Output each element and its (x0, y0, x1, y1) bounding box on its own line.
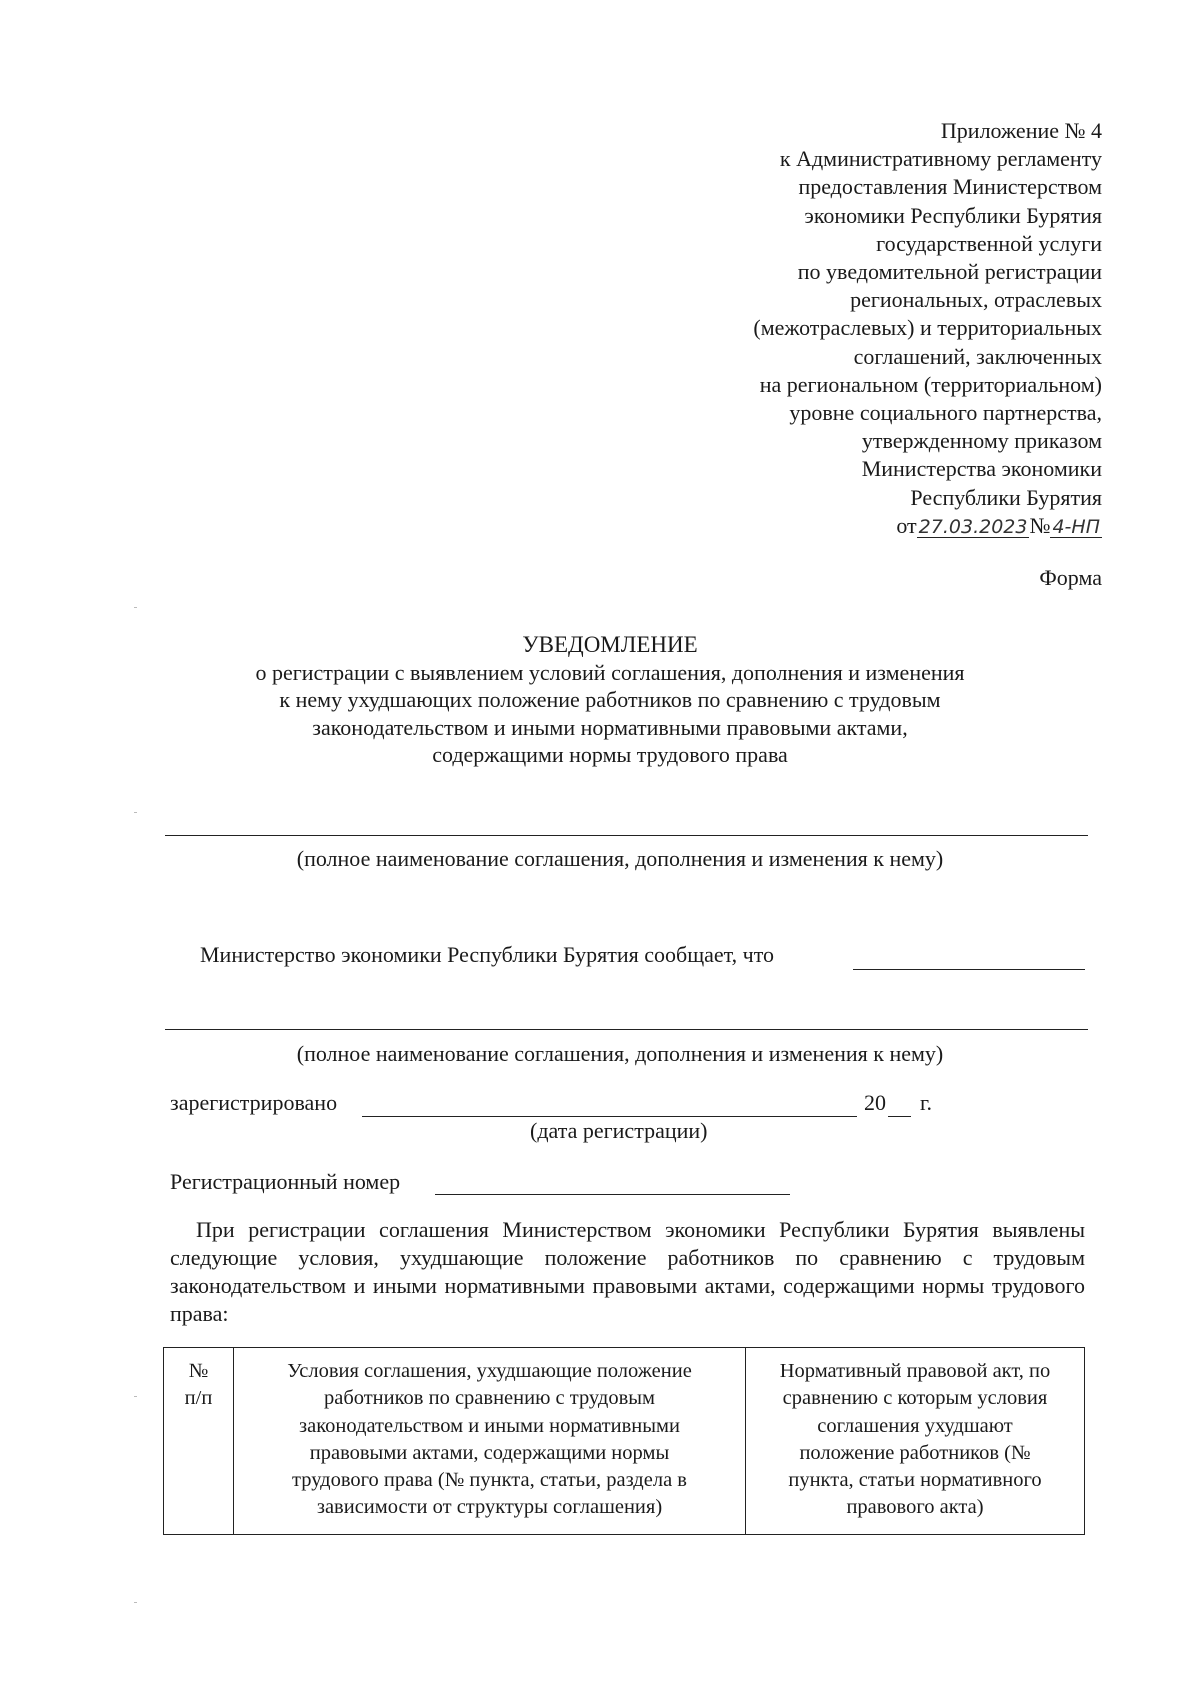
title-main: УВЕДОМЛЕНИЕ (522, 632, 698, 657)
table-header-line: соглашения ухудшают (817, 1414, 1013, 1437)
header-line: Республики Бурятия (910, 484, 1102, 510)
table-header-line: № (188, 1360, 209, 1382)
scan-mark (134, 1602, 137, 1603)
registration-date-blank (362, 1116, 857, 1117)
table-header-line: законодательством и иными нормативными (299, 1414, 680, 1437)
date-prefix: от (896, 512, 917, 538)
table-header-line: работников по сравнению с трудовым (323, 1387, 656, 1410)
table-header-line: сравнению с которым условия (782, 1387, 1048, 1410)
table-header-line: положение работников (№ (799, 1441, 1031, 1464)
appendix-header (622, 117, 1102, 540)
table-header-line: правовыми актами, содержащими нормы (309, 1441, 670, 1464)
table-header-conditions (234, 1348, 746, 1534)
registered-label: зарегистрировано (170, 1090, 338, 1115)
year-suffix: г. (920, 1090, 933, 1115)
title-line: к нему ухудшающих положение работников по сравнению с трудовым (279, 687, 941, 713)
ministry-reports-blank (853, 969, 1085, 970)
conditions-table (163, 1347, 1085, 1535)
header-line: к Административному регламенту (779, 146, 1102, 172)
agreement-name-line (165, 835, 1088, 836)
table-header-line: п/п (184, 1387, 213, 1410)
reg-number-blank (435, 1194, 790, 1195)
header-line: Министерства экономики (861, 456, 1102, 482)
year-prefix: 20 (864, 1090, 886, 1115)
title-line: содержащими нормы трудового права (432, 741, 788, 767)
header-line: на региональном (территориальном) (759, 371, 1102, 397)
table-header-line: трудового права (№ пункта, статьи, раздела в (292, 1469, 687, 1492)
registration-date-caption: (дата регистрации) (530, 1118, 708, 1143)
agreement-name-line-2 (165, 1029, 1088, 1030)
year-blank (888, 1116, 911, 1117)
header-line: соглашений, заключенных (853, 343, 1102, 369)
scan-mark (134, 1396, 137, 1397)
table-header-line: правового акта) (846, 1496, 984, 1519)
scan-mark (134, 812, 137, 813)
agreement-name-caption-2: (полное наименование соглашения, дополнения и изменения к нему) (296, 1041, 944, 1066)
header-line: Приложение № 4 (940, 118, 1102, 143)
handwritten-number: 4-НП (1052, 515, 1100, 538)
header-line: региональных, отраслевых (850, 287, 1102, 313)
table-header-line: Нормативный правовой акт, по (779, 1360, 1051, 1382)
notice-title (160, 631, 1060, 768)
table-header-number (164, 1348, 234, 1534)
agreement-name-caption: (полное наименование соглашения, дополнения и изменения к нему) (296, 846, 944, 871)
form-label: Форма (1039, 565, 1102, 590)
header-line: (межотраслевых) и территориальных (753, 315, 1102, 341)
reg-number-label: Регистрационный номер (170, 1169, 401, 1194)
number-prefix: № (1029, 512, 1051, 538)
title-line: о регистрации с выявлением условий соглашения, дополнения и изменения (255, 660, 965, 686)
table-header-line: зависимости от структуры соглашения) (316, 1496, 663, 1519)
header-line: уровне социального партнерства, (789, 400, 1102, 426)
title-line: законодательством и иными нормативными правовыми актами, (312, 714, 908, 740)
findings-paragraph: При регистрации соглашения Министерством экономики Республики Бурятия выявлены следующие условия, ухудшающие положение работников по сравнению с трудовым законодательством и иными нормативными правовыми актами, содержащими нормы трудового права: (170, 1217, 1085, 1326)
header-line: государственной услуги (876, 230, 1102, 256)
ministry-reports-text: Министерство экономики Республики Бурятия сообщает, что (200, 942, 775, 967)
header-line: экономики Республики Бурятия (804, 202, 1102, 228)
header-line: по уведомительной регистрации (797, 259, 1102, 285)
table-header-line: пункта, статьи нормативного (788, 1469, 1042, 1492)
header-line: предоставления Министерством (798, 174, 1102, 200)
table-header-legal-act (746, 1348, 1084, 1534)
header-line: утвержденному приказом (861, 428, 1102, 454)
scan-mark (134, 607, 137, 608)
table-header-line: Условия соглашения, ухудшающие положение (287, 1360, 692, 1382)
order-date-line (622, 512, 1102, 540)
handwritten-date: 27.03.2023 (918, 515, 1028, 538)
